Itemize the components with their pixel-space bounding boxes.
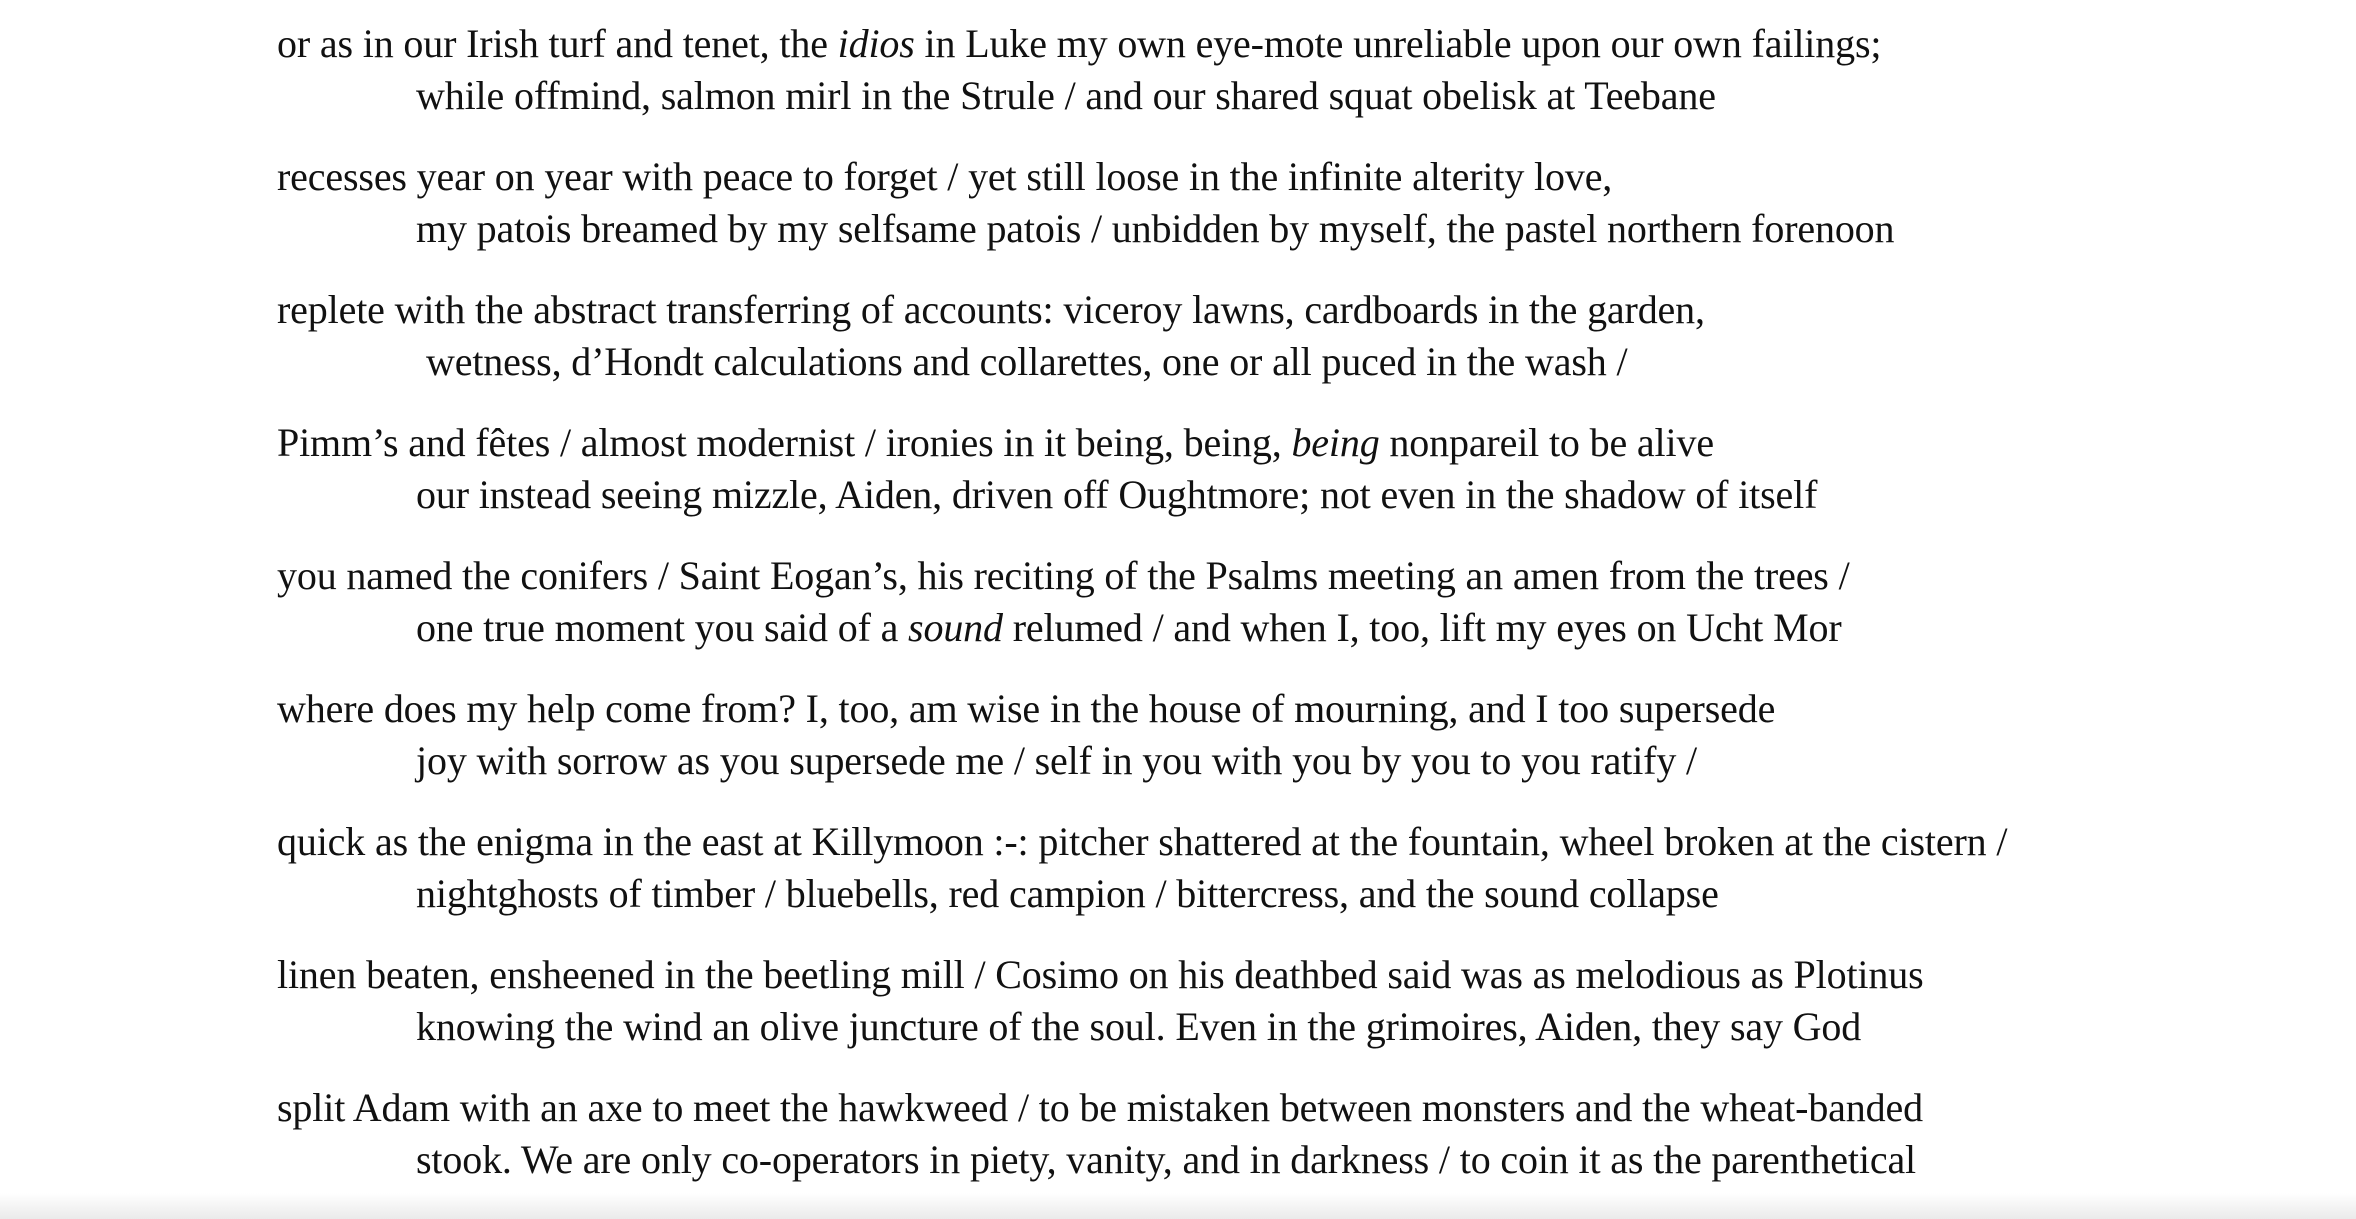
page-edge-shadow <box>0 1193 2356 1219</box>
line-segment: Pimm’s and fêtes / almost modernist / ironies in it being, being, <box>277 420 1292 465</box>
couplet-6 <box>277 683 2337 787</box>
couplet-3 <box>277 284 2337 388</box>
line-segment: or as in our Irish turf and tenet, the <box>277 21 838 66</box>
line-segment: stook. We are only co-operators in piety, vanity, and in darkness / to coin it as the parenthetical <box>416 1137 1917 1182</box>
line-segment: one true moment you said of a <box>416 605 909 650</box>
poem-line <box>277 550 2337 602</box>
poem-line-indented <box>277 735 2337 787</box>
couplet-8 <box>277 949 2337 1053</box>
couplet-2 <box>277 151 2337 255</box>
line-segment: nightghosts of timber / bluebells, red campion / bittercress, and the sound collapse <box>416 871 1719 916</box>
line-segment: joy with sorrow as you supersede me / self in you with you by you to you ratify / <box>416 738 1698 783</box>
line-segment: you named the conifers / Saint Eogan’s, his reciting of the Psalms meeting an amen from the trees / <box>277 553 1850 598</box>
poem-line <box>277 284 2337 336</box>
couplet-9 <box>277 1082 2337 1186</box>
line-segment: where does my help come from? I, too, am wise in the house of mourning, and I too supersede <box>277 686 1776 731</box>
line-segment-italic: being <box>1291 420 1380 465</box>
line-segment: linen beaten, ensheened in the beetling mill / Cosimo on his deathbed said was as melodious as Plotinus <box>277 952 1924 997</box>
line-segment: nonpareil to be alive <box>1379 420 1714 465</box>
poem-line-indented <box>277 868 2337 920</box>
poem-line-indented <box>277 70 2337 122</box>
line-segment: relumed / and when I, too, lift my eyes on Ucht Mor <box>1002 605 1842 650</box>
line-segment: my patois breamed by my selfsame patois / unbidden by myself, the pastel northern forenoon <box>416 206 1895 251</box>
line-segment: while offmind, salmon mirl in the Strule / and our shared squat obelisk at Teebane <box>416 73 1716 118</box>
poem-line <box>277 417 2337 469</box>
line-segment: knowing the wind an olive juncture of the soul. Even in the grimoires, Aiden, they say God <box>416 1004 1862 1049</box>
poem-line <box>277 1082 2337 1134</box>
line-segment: wetness, d’Hondt calculations and collarettes, one or all puced in the wash / <box>426 339 1628 384</box>
poem-line-indented <box>277 1001 2337 1053</box>
poem-line-indented <box>277 336 2337 388</box>
line-segment-italic: idios <box>837 21 915 66</box>
couplet-5 <box>277 550 2337 654</box>
couplet-4 <box>277 417 2337 521</box>
line-segment: in Luke my own eye-mote unreliable upon our own failings; <box>914 21 1882 66</box>
couplet-7 <box>277 816 2337 920</box>
line-segment: replete with the abstract transferring of accounts: viceroy lawns, cardboards in the garden, <box>277 287 1705 332</box>
poem-line <box>277 949 2337 1001</box>
poem-line <box>277 683 2337 735</box>
couplet-1 <box>277 18 2337 122</box>
line-segment: our instead seeing mizzle, Aiden, driven off Oughtmore; not even in the shadow of itself <box>416 472 1818 517</box>
poem-line <box>277 151 2337 203</box>
line-segment: recesses year on year with peace to forget / yet still loose in the infinite alterity love, <box>277 154 1613 199</box>
line-segment: quick as the enigma in the east at Killymoon :-: pitcher shattered at the fountain, wheel broken at the cistern / <box>277 819 2008 864</box>
poem-body <box>277 18 2337 1215</box>
poem-line-indented <box>277 203 2337 255</box>
poem-line <box>277 816 2337 868</box>
line-segment-italic: sound <box>908 605 1003 650</box>
line-segment: split Adam with an axe to meet the hawkweed / to be mistaken between monsters and the wheat-banded <box>277 1085 1923 1130</box>
poem-line-indented <box>277 1134 2337 1186</box>
poem-line-indented <box>277 469 2337 521</box>
poem-line-indented <box>277 602 2337 654</box>
poem-line <box>277 18 2337 70</box>
